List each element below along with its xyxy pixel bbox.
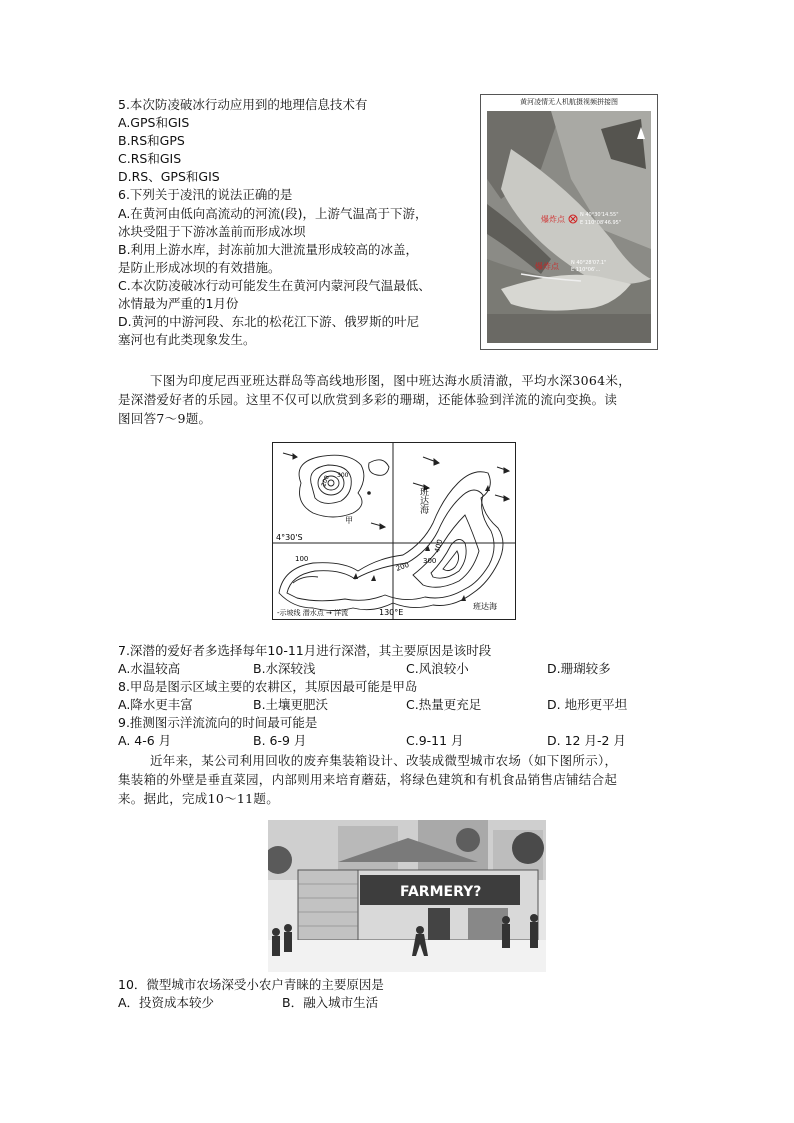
intro7-line-2: 是深潜爱好者的乐园。这里不仅可以欣赏到多彩的珊瑚，还能体验到洋流的流向变换。读 [118,392,618,407]
q10-stem: 10．微型城市农场深受小农户青睐的主要原因是 [118,977,384,992]
blast-point-coord-1a: N 40°30'14.55" [580,212,619,218]
contour-label-300: 300 [423,557,437,565]
q7-stem: 7.深潜的爱好者多选择每年10-11月进行深潜，其主要原因是该时段 [118,643,492,658]
contour-label-200: 200 [394,560,411,573]
container-farm-photo [268,820,546,972]
q7-option-a: A.水温较高 [118,661,181,676]
banda-sea-label-top: 班达海 [418,487,428,514]
blast-point-coord-1b: E 110°08'46.95" [580,220,622,226]
q6-line-1: A.在黄河由低向高流动的河流(段)，上游气温高于下游， [118,206,428,221]
banda-contour-map [272,442,516,620]
q9-option-a: A. 4-6 月 [118,733,172,748]
q5-option-a: A.GPS和GIS [118,115,190,130]
q9-stem: 9.推测图示洋流流向的时间最可能是 [118,715,318,730]
blast-point-coord-2a: N 40°28'07.1" [571,260,607,266]
contour-label-200-jia: 200 [320,474,331,488]
q5-option-c: C.RS和GIS [118,151,182,166]
intro10-line-2: 集装箱的外壁是垂直菜园，内部则用来培育蘑菇，将绿色建筑和有机食品销售店铺结合起 [118,772,618,787]
drone-mosaic-photo [480,94,658,350]
q10-option-a: A．投资成本较少 [118,995,215,1010]
blast-point-label-2: 爆炸点 [535,262,559,271]
intro7-line-1: 下图为印度尼西亚班达群岛等高线地形图，图中班达海水质清澈，平均水深3064米， [150,373,632,388]
q9-option-b: B. 6-9 月 [253,733,307,748]
q6-stem: 6.下列关于凌汛的说法正确的是 [118,187,293,202]
q9-option-c: C.9-11 月 [406,733,464,748]
q6-line-6: 冰情最为严重的1月份 [118,296,239,311]
q6-line-3: B.利用上游水库，封冻前加大泄流量形成较高的冰盖， [118,242,419,257]
q7-option-b: B.水深较浅 [253,661,316,676]
drone-photo-image [481,109,657,349]
q7-option-d: D.珊瑚较多 [547,661,611,676]
q8-stem: 8.甲岛是图示区域主要的农耕区，其原因最可能是甲岛 [118,679,418,694]
q8-option-a: A.降水更丰富 [118,697,193,712]
intro10-line-3: 来。据此，完成10～11题。 [118,791,280,806]
intro7-line-3: 图回答7～9题。 [118,411,212,426]
contour-label-100: 100 [295,555,309,563]
longitude-label: 130°E [379,608,404,617]
latitude-label: 4°30'S [276,533,303,542]
q6-line-4: 是防止形成冰坝的有效措施。 [118,260,281,275]
map-legend: -示坡线 潜水点 → 洋流 [277,609,349,617]
q5-stem: 5.本次防凌破冰行动应用到的地理信息技术有 [118,97,368,112]
q8-option-d: D. 地形更平坦 [547,697,628,712]
contour-label-300-jia: 300 [337,472,349,479]
q6-line-5: C.本次防凌破冰行动可能发生在黄河内蒙河段气温最低、 [118,278,431,293]
q8-option-c: C.热量更充足 [406,697,482,712]
contour-map-svg [273,443,515,619]
drone-photo-title: 黄河凌情无人机航摄视频拼接图 [481,95,657,109]
q5-option-b: B.RS和GPS [118,133,185,148]
blast-point-label-1: 爆炸点 [541,215,565,224]
q8-option-b: B.土壤更肥沃 [253,697,329,712]
farmery-sign: FARMERY? [400,884,482,900]
banda-sea-label-bottom: 班达海 [473,602,497,611]
q6-line-7: D.黄河的中游河段、东北的松花江下游、俄罗斯的叶尼 [118,314,420,329]
q7-option-c: C.风浪较小 [406,661,469,676]
q6-line-8: 塞河也有此类现象发生。 [118,332,256,347]
island-jia-label: 甲 [345,516,353,525]
q5-option-d: D.RS、GPS和GIS [118,169,220,184]
blast-point-coord-2b: E 110°06'... [571,267,601,273]
q9-option-d: D. 12 月-2 月 [547,733,626,748]
contour-label-400: 400 [433,538,445,554]
q10-option-b: B．融入城市生活 [282,995,379,1010]
q6-line-2: 冰块受阻于下游冰盖前而形成冰坝 [118,224,306,239]
intro10-line-1: 近年来，某公司利用回收的废弃集装箱设计、改装成微型城市农场（如下图所示）， [150,753,618,768]
container-farm-image [268,820,546,972]
